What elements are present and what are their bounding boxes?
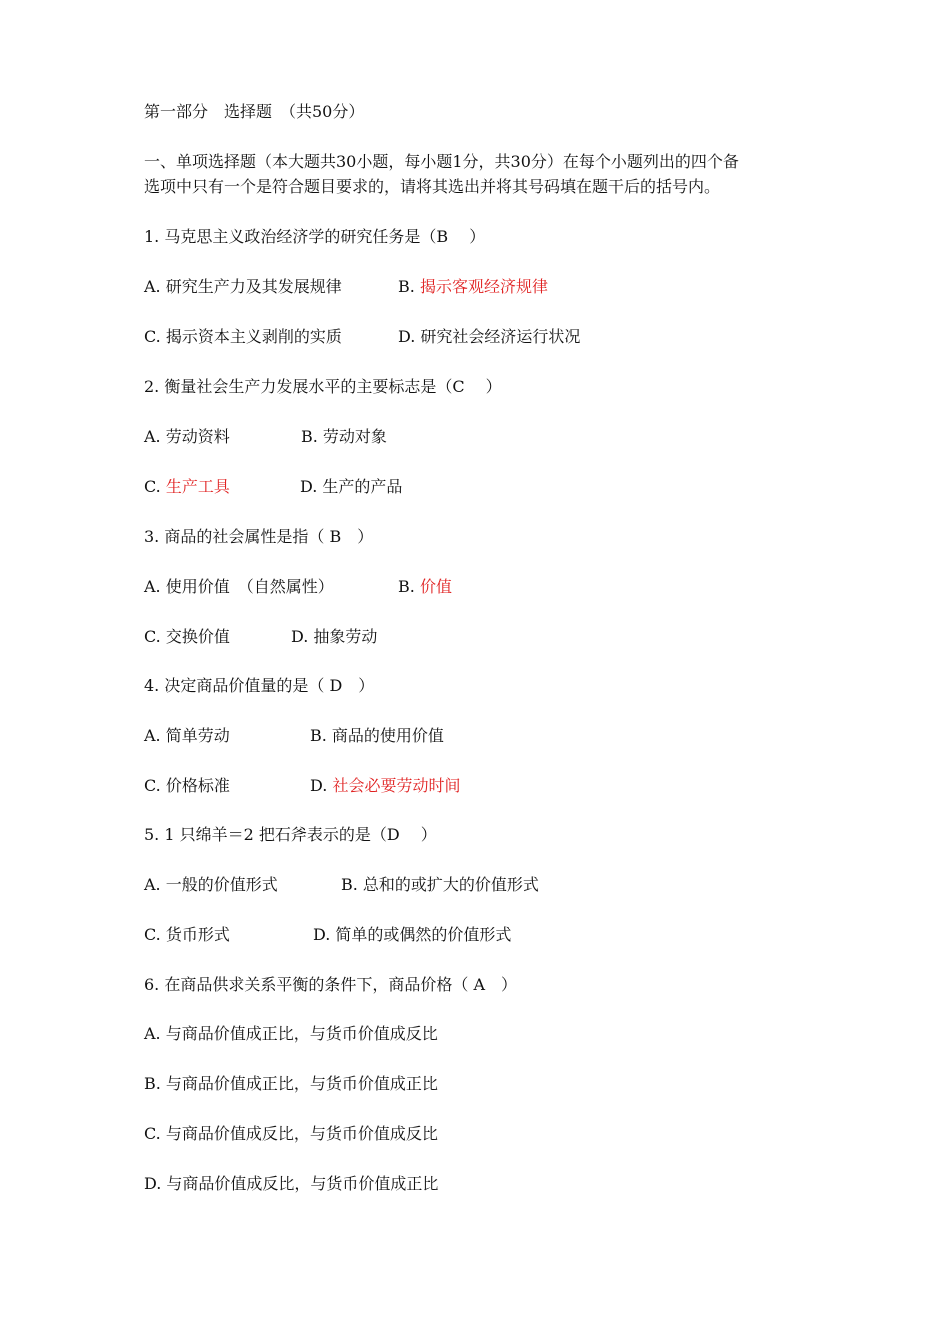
question-6-option-c: C. 与商品价值成反比，与货币价值成反比	[144, 1124, 438, 1143]
question-5-option-c: C. 货币形式	[144, 925, 230, 944]
option-label: B.	[398, 577, 420, 596]
question-1-option-a: A. 研究生产力及其发展规律	[144, 277, 342, 296]
question-3-option-d: D. 抽象劳动	[291, 627, 378, 646]
correct-answer-text: 生产工具	[165, 477, 230, 496]
question-1-option-d: D. 研究社会经济运行状况	[398, 327, 581, 346]
question-4-stem: 4. 决定商品价值量的是（ D ）	[144, 676, 375, 695]
question-6-option-a: A. 与商品价值成正比，与货币价值成反比	[144, 1024, 438, 1043]
question-4-option-a: A. 简单劳动	[144, 726, 230, 745]
option-label: D.	[310, 776, 333, 795]
question-5-option-a: A. 一般的价值形式	[144, 875, 278, 894]
question-1-stem: 1. 马克思主义政治经济学的研究任务是（B ）	[144, 227, 486, 246]
question-1-option-b	[398, 275, 548, 299]
question-6-option-b: B. 与商品价值成正比，与货币价值成正比	[144, 1074, 438, 1093]
intro-line-2: 选项中只有一个是符合题目要求的，请将其选出并将其号码填在题干后的括号内。	[144, 177, 721, 196]
correct-answer-text: 社会必要劳动时间	[332, 776, 461, 795]
question-5-option-b: B. 总和的或扩大的价值形式	[341, 875, 539, 894]
question-6-stem: 6. 在商品供求关系平衡的条件下，商品价格（ A ）	[144, 975, 517, 994]
question-2-stem: 2. 衡量社会生产力发展水平的主要标志是（C ）	[144, 377, 502, 396]
question-3-option-b	[398, 575, 452, 599]
question-3-option-a: A. 使用价值 （自然属性）	[144, 577, 334, 596]
section-header: 第一部分 选择题 （共50分）	[144, 102, 365, 121]
question-3-stem: 3. 商品的社会属性是指（ B ）	[144, 527, 374, 546]
question-3-option-c: C. 交换价值	[144, 627, 230, 646]
intro-line-1: 一、单项选择题（本大题共30小题，每小题1分，共30分）在每个小题列出的四个备	[144, 152, 739, 171]
correct-answer-text: 揭示客观经济规律	[419, 277, 548, 296]
question-6-option-d: D. 与商品价值成反比，与货币价值成正比	[144, 1174, 439, 1193]
question-2-option-b: B. 劳动对象	[301, 427, 387, 446]
question-2-option-a: A. 劳动资料	[144, 427, 230, 446]
question-4-option-b: B. 商品的使用价值	[310, 726, 444, 745]
question-4-option-c: C. 价格标准	[144, 776, 230, 795]
option-label: C.	[144, 477, 166, 496]
question-2-option-c	[144, 475, 230, 499]
question-4-option-d	[310, 774, 460, 798]
question-2-option-d: D. 生产的产品	[300, 477, 403, 496]
question-1-option-c: C. 揭示资本主义剥削的实质	[144, 327, 342, 346]
option-label: B.	[398, 277, 420, 296]
correct-answer-text: 价值	[419, 577, 452, 596]
question-5-stem: 5. 1 只绵羊＝2 把石斧表示的是（D ）	[144, 825, 437, 844]
question-5-option-d: D. 简单的或偶然的价值形式	[313, 925, 512, 944]
